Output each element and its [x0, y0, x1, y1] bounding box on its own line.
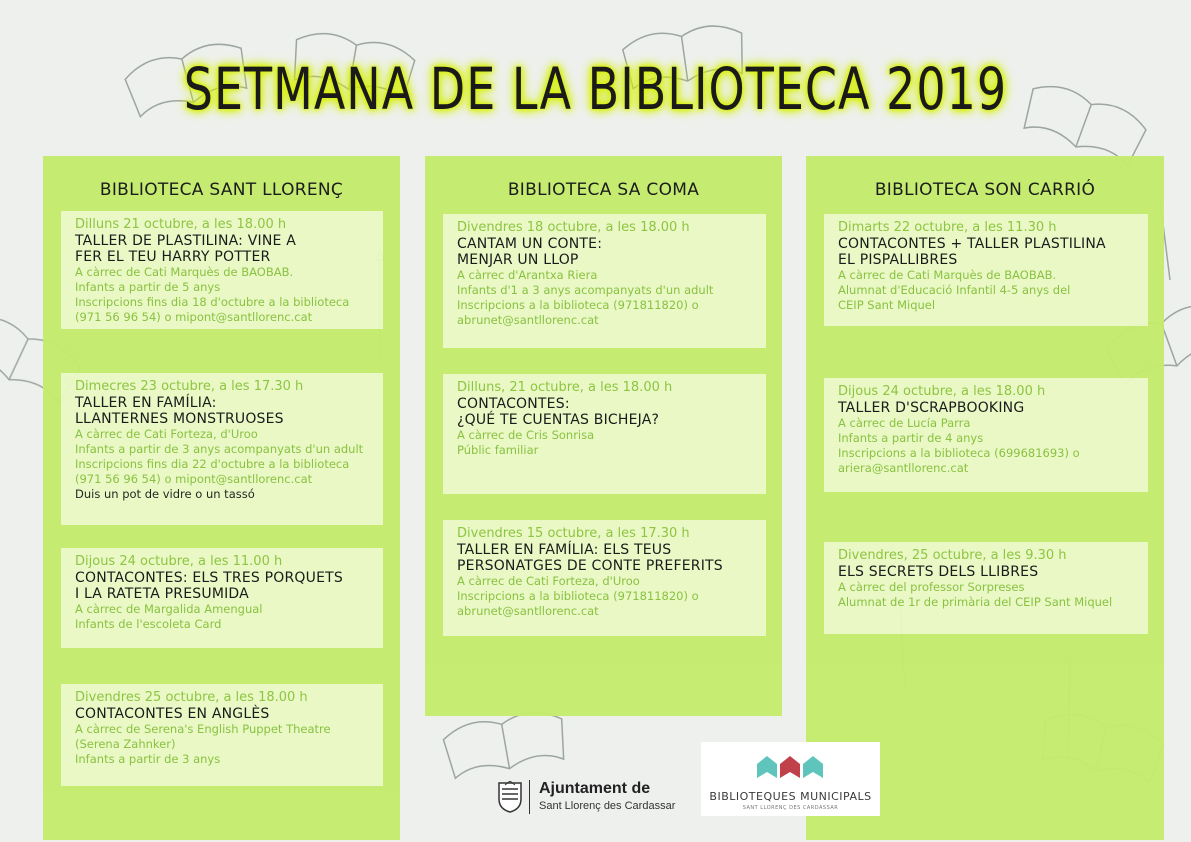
column-son-carrio — [806, 156, 1164, 840]
event-card — [443, 374, 766, 494]
book-doodle-icon — [441, 708, 568, 779]
event-detail: abrunet@santllorenc.cat — [457, 313, 599, 327]
event-card — [443, 214, 766, 348]
event-title: PERSONATGES DE CONTE PREFERITS — [457, 558, 723, 574]
event-detail: A càrrec de Cati Marquès de BAOBAB. — [75, 265, 294, 279]
event-title: MENJAR UN LLOP — [457, 252, 579, 268]
event-title: TALLER DE PLASTILINA: VINE A — [75, 233, 297, 249]
event-detail: Infants a partir de 3 anys acompanyats d'un adult — [75, 442, 364, 456]
event-detail: (Serena Zahnker) — [75, 737, 176, 751]
event-detail: ariera@santllorenc.cat — [838, 461, 969, 475]
event-title: CONTACONTES + TALLER PLASTILINA — [838, 236, 1106, 252]
event-detail: A càrrec de Lucía Parra — [838, 416, 971, 430]
event-detail: (971 56 96 54) o mipont@santllorenc.cat — [75, 472, 313, 486]
event-date: Dijous 24 octubre, a les 11.00 h — [75, 554, 283, 569]
biblioteques-sub: SANT LLORENÇ DES CARDASSAR — [742, 805, 839, 811]
event-detail: Alumnat d'Educació Infantil 4-5 anys del — [838, 283, 1071, 297]
event-title: FER EL TEU HARRY POTTER — [75, 249, 271, 265]
event-detail: Inscripcions fins dia 22 d'octubre a la biblioteca — [75, 457, 350, 471]
ajuntament-logo — [495, 778, 685, 816]
event-detail: A càrrec d'Arantxa Riera — [457, 268, 598, 282]
event-card — [824, 542, 1148, 634]
event-title: ELS SECRETS DELS LLIBRES — [838, 564, 1039, 580]
event-detail: Infants a partir de 3 anys — [75, 752, 221, 766]
coat-of-arms-icon — [497, 781, 523, 813]
biblioteques-name: BIBLIOTEQUES MUNICIPALS — [709, 790, 872, 803]
event-title: I LA RATETA PRESUMIDA — [75, 586, 249, 602]
event-detail: CEIP Sant Miquel — [838, 298, 936, 312]
event-date: Divendres 25 octubre, a les 18.00 h — [75, 690, 308, 705]
event-detail: abrunet@santllorenc.cat — [457, 604, 599, 618]
event-date: Dilluns 21 octubre, a les 18.00 h — [75, 217, 287, 232]
event-date: Divendres 18 octubre, a les 18.00 h — [457, 220, 690, 235]
library-houses-icon — [751, 754, 831, 780]
biblioteques-logo — [701, 742, 880, 816]
event-title: CONTACONTES EN ANGLÈS — [75, 706, 270, 722]
event-date: Dijous 24 octubre, a les 18.00 h — [838, 384, 1046, 399]
event-card — [61, 548, 383, 648]
event-detail: Inscripcions a la biblioteca (699681693) o — [838, 446, 1080, 460]
event-title: ¿QUÉ TE CUENTAS BICHEJA? — [457, 412, 660, 428]
event-date: Divendres, 25 octubre, a les 9.30 h — [838, 548, 1067, 563]
ajuntament-name: Ajuntament de — [539, 780, 651, 797]
column-heading: BIBLIOTECA SANT LLORENÇ — [99, 180, 344, 200]
column-sa-coma — [425, 156, 782, 716]
event-detail: Infants de l'escoleta Card — [75, 617, 222, 631]
event-title: CANTAM UN CONTE: — [457, 236, 603, 252]
event-detail: (971 56 96 54) o mipont@santllorenc.cat — [75, 310, 313, 324]
event-card — [61, 211, 383, 329]
event-detail: Alumnat de 1r de primària del CEIP Sant Miquel — [838, 595, 1113, 609]
event-detail: Infants d'1 a 3 anys acompanyats d'un adult — [457, 283, 714, 297]
event-detail: A càrrec de Serena's English Puppet Theatre — [75, 722, 331, 736]
event-detail: Infants a partir de 5 anys — [75, 280, 221, 294]
event-detail: Inscripcions a la biblioteca (971811820) o — [457, 589, 699, 603]
event-detail: Públic familiar — [457, 443, 539, 457]
event-date: Dimecres 23 octubre, a les 17.30 h — [75, 379, 304, 394]
event-title: CONTACONTES: — [457, 396, 570, 412]
ajuntament-town: Sant Llorenç des Cardassar — [539, 800, 676, 812]
event-card — [61, 684, 383, 786]
event-title: EL PISPALLIBRES — [838, 252, 958, 268]
logo-divider — [529, 780, 530, 814]
event-detail: A càrrec de Cati Forteza, d'Uroo — [75, 427, 258, 441]
event-card — [824, 378, 1148, 492]
event-card — [61, 373, 383, 525]
event-title: CONTACONTES: ELS TRES PORQUETS — [75, 570, 343, 586]
event-card — [443, 520, 766, 636]
event-detail: Inscripcions fins dia 18 d'octubre a la biblioteca — [75, 295, 350, 309]
event-title: TALLER EN FAMÍLIA: ELS TEUS — [457, 542, 672, 558]
event-detail: Infants a partir de 4 anys — [838, 431, 984, 445]
poster-title: SETMANA DE LA BIBLIOTECA 2019 — [183, 55, 1008, 123]
event-detail: A càrrec de Cris Sonrisa — [457, 428, 595, 442]
event-date: Divendres 15 octubre, a les 17.30 h — [457, 526, 690, 541]
event-date: Dilluns, 21 octubre, a les 18.00 h — [457, 380, 673, 395]
event-title: LLANTERNES MONSTRUOSES — [75, 411, 284, 427]
event-date: Dimarts 22 octubre, a les 11.30 h — [838, 220, 1057, 235]
column-heading: BIBLIOTECA SON CARRIÓ — [874, 180, 1096, 200]
event-detail: A càrrec de Cati Marquès de BAOBAB. — [838, 268, 1057, 282]
column-heading: BIBLIOTECA SA COMA — [507, 180, 700, 200]
event-title: TALLER EN FAMÍLIA: — [75, 395, 217, 411]
event-note: Duis un pot de vidre o un tassó — [75, 487, 255, 501]
event-detail: A càrrec de Cati Forteza, d'Uroo — [457, 574, 640, 588]
event-detail: A càrrec del professor Sorpreses — [838, 580, 1025, 594]
event-card — [824, 214, 1148, 326]
event-title: TALLER D'SCRAPBOOKING — [838, 400, 1025, 416]
column-sant-llorenc — [43, 156, 400, 840]
event-detail: Inscripcions a la biblioteca (971811820) o — [457, 298, 699, 312]
event-detail: A càrrec de Margalida Amengual — [75, 602, 263, 616]
